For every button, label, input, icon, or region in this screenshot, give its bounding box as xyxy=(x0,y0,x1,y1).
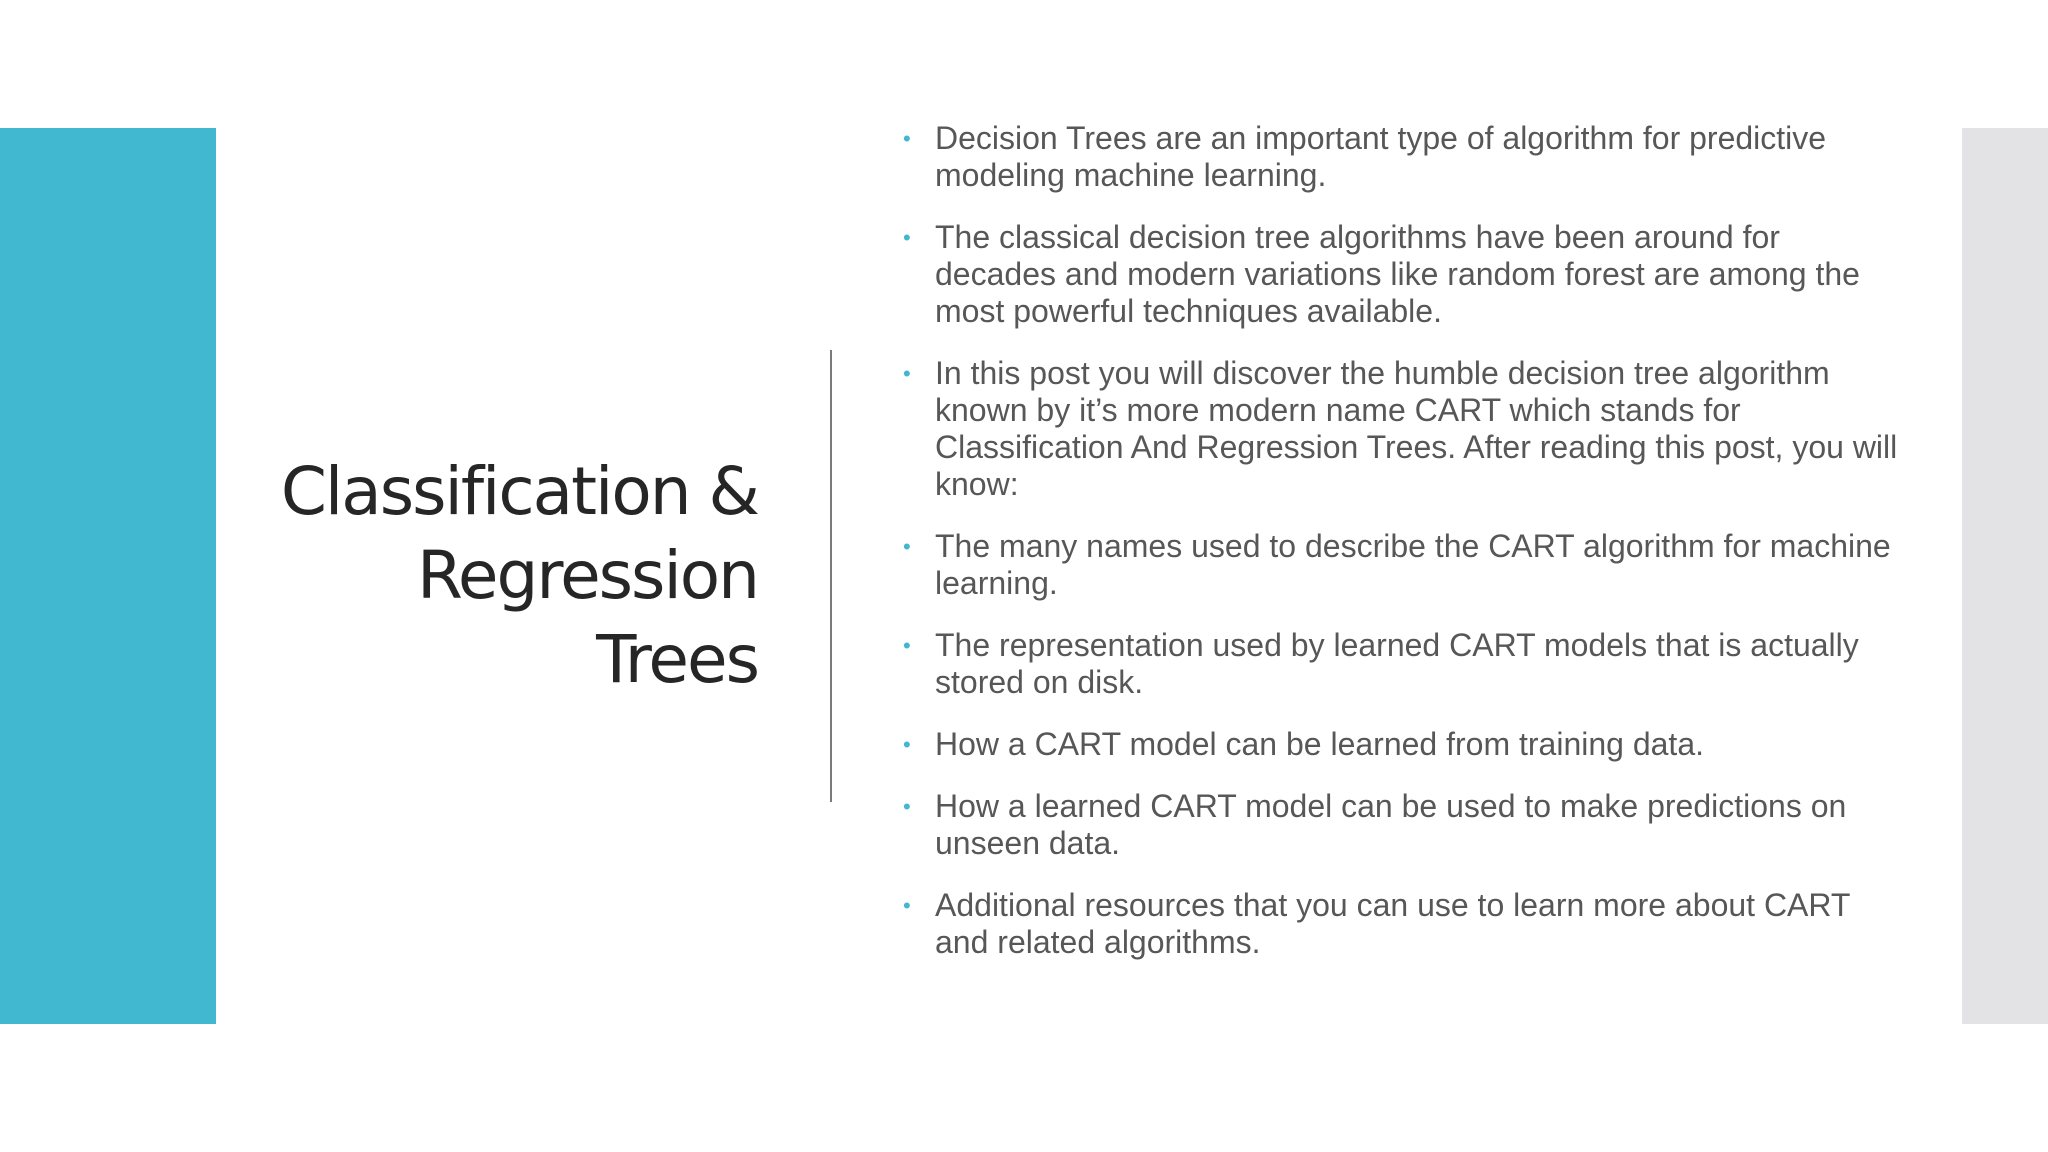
bullet-list xyxy=(900,120,1900,986)
bullet-dot-icon: • xyxy=(903,732,911,757)
title-line: Regression xyxy=(416,537,758,614)
slide-title xyxy=(230,450,758,702)
bullet-dot-icon: • xyxy=(903,794,911,819)
bullet-text: How a CART model can be learned from training data. xyxy=(935,726,1704,762)
bullet-dot-icon: • xyxy=(903,225,911,250)
bullet-text: The classical decision tree algorithms have been around for decades and modern variations like random forest are among the most powerful techniques available. xyxy=(935,219,1860,329)
vertical-divider xyxy=(830,350,832,802)
bullet-item xyxy=(900,219,1900,330)
bullet-item xyxy=(900,887,1900,961)
bullet-item xyxy=(900,788,1900,862)
bullet-text: Decision Trees are an important type of algorithm for predictive modeling machine learning. xyxy=(935,120,1827,193)
bullet-item xyxy=(900,120,1900,194)
bullet-item xyxy=(900,528,1900,602)
bullet-dot-icon: • xyxy=(903,534,911,559)
bullet-dot-icon: • xyxy=(903,361,911,386)
bullet-text: How a learned CART model can be used to make predictions on unseen data. xyxy=(935,788,1847,861)
title-line: Classification & xyxy=(280,453,758,530)
right-side-bar xyxy=(1962,128,2048,1024)
bullet-dot-icon: • xyxy=(903,893,911,918)
bullet-dot-icon: • xyxy=(903,126,911,151)
accent-bar xyxy=(0,128,216,1024)
bullet-dot-icon: • xyxy=(903,633,911,658)
bullet-item xyxy=(900,355,1900,503)
bullet-item xyxy=(900,627,1900,701)
bullet-item xyxy=(900,726,1900,763)
bullet-text: The many names used to describe the CART algorithm for machine learning. xyxy=(935,528,1891,601)
bullet-text: In this post you will discover the humble decision tree algorithm known by it’s more modern name CART which stands for Classification And Regression Trees. After reading this post, you will know: xyxy=(935,355,1898,502)
title-line: Trees xyxy=(596,621,758,698)
bullet-text: The representation used by learned CART models that is actually stored on disk. xyxy=(935,627,1859,700)
bullet-text: Additional resources that you can use to learn more about CART and related algorithms. xyxy=(935,887,1850,960)
